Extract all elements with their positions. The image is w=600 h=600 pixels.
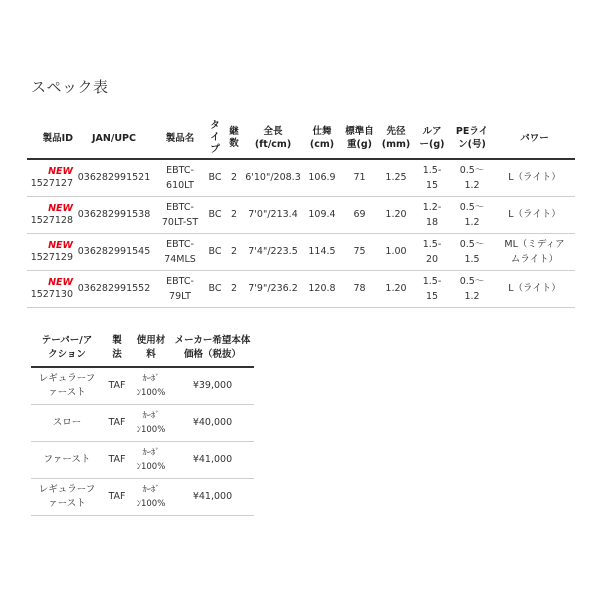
lure-value: 1.2- 18	[422, 201, 442, 228]
pe-line-value: 0.5〜 1.2	[459, 275, 485, 302]
page-title: スペック表	[31, 78, 109, 96]
power-value: L（ライト）	[508, 283, 561, 294]
product-id: 1527130	[30, 288, 73, 300]
power-value: ML（ミディア ムライト）	[504, 238, 565, 265]
table-row	[27, 233, 575, 270]
spec-table	[27, 118, 575, 308]
method-value: TAF	[108, 453, 126, 465]
tip-value: 1.00	[385, 246, 407, 257]
material-value: ｶｰﾎﾞ ﾝ100%	[136, 447, 166, 472]
new-badge: NEW	[48, 165, 73, 177]
header-taper-action: テーパー/ア クション	[41, 334, 93, 360]
pieces-value: 2	[230, 172, 238, 184]
table-row	[31, 404, 254, 441]
product-id: 1527127	[30, 177, 73, 189]
jan-code: 036282991545	[77, 246, 151, 257]
table-row	[31, 367, 254, 404]
type-value: BC	[208, 246, 222, 257]
product-id-cell	[27, 196, 73, 233]
new-badge: NEW	[48, 276, 73, 288]
table-row	[31, 478, 254, 515]
table-row	[27, 270, 575, 307]
weight-value: 78	[353, 283, 366, 294]
material-value: ｶｰﾎﾞ ﾝ100%	[136, 484, 166, 509]
taper-action-value: レギュラーフ ァースト	[38, 483, 96, 509]
product-name: EBTC- 74MLS	[164, 238, 196, 265]
type-value: BC	[208, 172, 222, 184]
spec-header-row	[27, 118, 575, 159]
header-product-name: 製品名	[165, 132, 195, 144]
product-name: EBTC- 79LT	[166, 275, 194, 302]
table-row	[27, 196, 575, 233]
material-value: ｶｰﾎﾞ ﾝ100%	[136, 373, 166, 398]
product-name: EBTC- 70LT-ST	[161, 201, 199, 228]
new-badge: NEW	[48, 239, 73, 251]
type-value: BC	[208, 209, 222, 220]
jan-code: 036282991552	[77, 283, 151, 294]
taper-action-value: ファースト	[43, 453, 91, 465]
closed-length-value: 109.4	[308, 209, 336, 220]
closed-length-value: 120.8	[308, 283, 336, 294]
price-value: ¥41,000	[192, 490, 233, 502]
header-material: 使用材 料	[136, 334, 166, 360]
price-header-row	[31, 329, 254, 367]
table-row	[31, 441, 254, 478]
jan-code: 036282991521	[77, 172, 151, 184]
weight-value: 69	[353, 209, 366, 220]
header-length: 全長 (ft/cm)	[254, 126, 292, 150]
pe-line-value: 0.5〜 1.2	[459, 201, 485, 228]
header-pe-line: PEライ ン(号)	[455, 126, 489, 150]
product-id-cell	[27, 270, 73, 307]
tip-value: 1.20	[385, 283, 407, 294]
closed-length-value: 114.5	[308, 246, 336, 257]
method-value: TAF	[108, 490, 126, 502]
price-table	[31, 329, 254, 516]
lure-value: 1.5- 15	[422, 275, 442, 302]
header-weight: 標準自 重(g)	[345, 126, 374, 150]
length-value: 7'0"/213.4	[248, 209, 298, 220]
power-value: L（ライト）	[508, 209, 561, 220]
method-value: TAF	[108, 416, 126, 428]
product-id-cell	[27, 159, 73, 196]
length-value: 7'9"/236.2	[248, 283, 298, 294]
price-value: ¥39,000	[192, 379, 233, 391]
header-tip: 先径 (mm)	[381, 126, 411, 150]
closed-length-value: 106.9	[308, 172, 336, 184]
product-id-cell	[27, 233, 73, 270]
lure-value: 1.5- 20	[422, 238, 442, 265]
pe-line-value: 0.5〜 1.5	[459, 238, 485, 265]
product-id: 1527129	[30, 251, 73, 263]
header-lure: ルア ー(g)	[419, 126, 445, 150]
type-value: BC	[208, 283, 222, 294]
lure-value: 1.5- 15	[422, 164, 442, 191]
material-value: ｶｰﾎﾞ ﾝ100%	[136, 410, 166, 435]
header-pieces: 継数	[229, 126, 239, 149]
price-value: ¥41,000	[192, 453, 233, 465]
header-product-id: 製品ID	[42, 132, 73, 144]
length-value: 6'10"/208.3	[245, 172, 301, 184]
length-value: 7'4"/223.5	[248, 246, 298, 257]
price-value: ¥40,000	[192, 416, 233, 428]
product-id: 1527128	[30, 214, 73, 226]
tip-value: 1.20	[385, 209, 407, 220]
taper-action-value: レギュラーフ ァースト	[38, 372, 96, 398]
pieces-value: 2	[230, 283, 238, 294]
header-jan: JAN/UPC	[92, 132, 136, 144]
new-badge: NEW	[48, 202, 73, 214]
header-method: 製 法	[112, 334, 122, 360]
weight-value: 71	[353, 172, 366, 184]
product-name: EBTC- 610LT	[166, 164, 194, 191]
pieces-value: 2	[230, 246, 238, 257]
taper-action-value: スロー	[52, 416, 82, 428]
method-value: TAF	[108, 379, 126, 391]
jan-code: 036282991538	[77, 209, 151, 220]
power-value: L（ライト）	[508, 172, 561, 184]
header-power: パワー	[520, 132, 549, 144]
table-row	[27, 159, 575, 196]
header-type: タイプ	[210, 120, 220, 155]
pe-line-value: 0.5〜 1.2	[459, 164, 485, 191]
tip-value: 1.25	[385, 172, 407, 184]
header-price: メーカー希望本体 価格（税抜）	[174, 334, 251, 360]
pieces-value: 2	[230, 209, 238, 220]
weight-value: 75	[353, 246, 366, 257]
header-closed-length: 仕舞 (cm)	[309, 126, 335, 150]
